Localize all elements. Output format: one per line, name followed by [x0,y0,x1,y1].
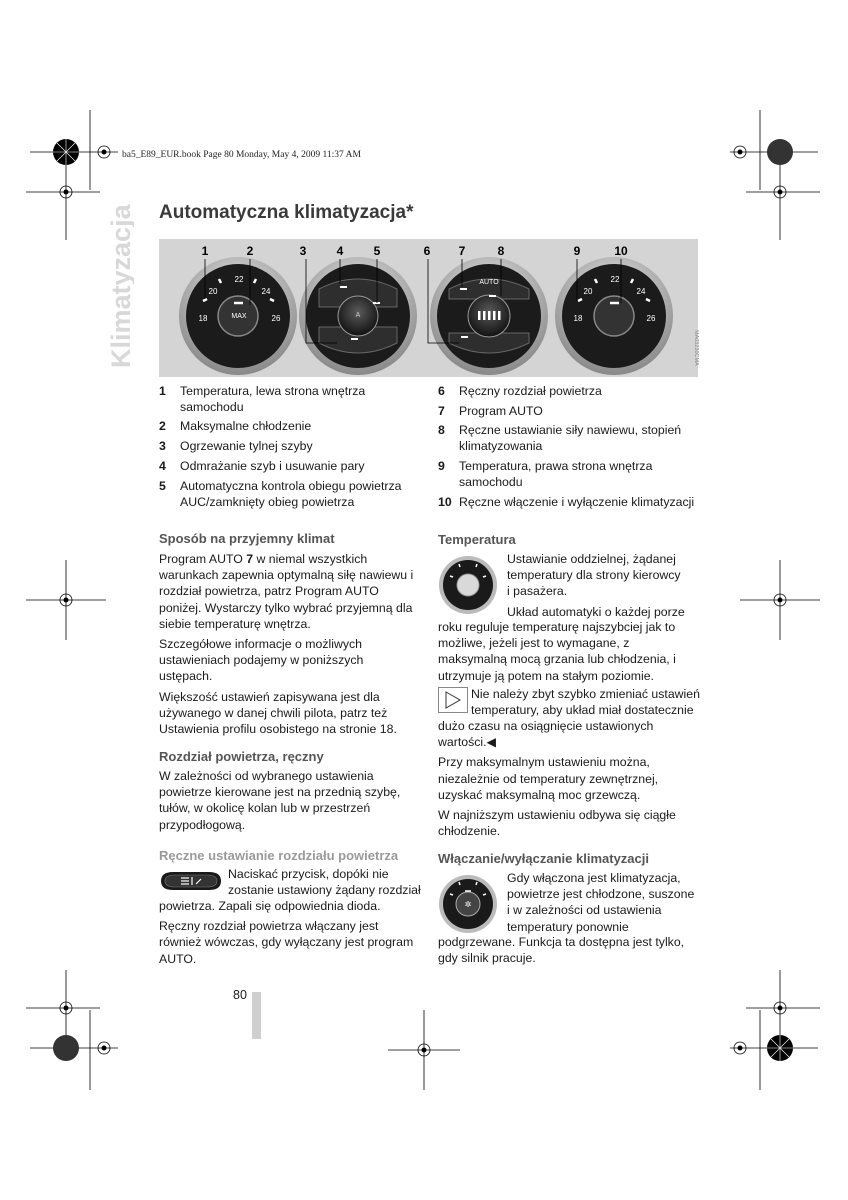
section-heading-manual-distribution: Ręczne ustawianie rozdziału powietrza [159,848,399,863]
svg-text:24: 24 [261,287,271,296]
climate-panel-drawing [159,239,698,377]
legend-item: 7 Program AUTO [438,404,543,418]
svg-text:18: 18 [198,314,208,323]
ac-toggle-lines: Gdy włączona jest klimatyzacja, powietrze jest chłodzone, suszone i w zależności od ustawienia temperatury ponownie [507,871,695,934]
print-header: ba5_E89_EUR.book Page 80 Monday, May 4, 2009 11:37 AM [122,150,361,160]
temperature-intro-lines: Ustawianie oddzielnej, żądanej temperatury dla strony kierowcy i pasażera. Układ automatyki o każdej porze [507,552,685,619]
svg-text:22: 22 [234,275,244,284]
ac-knob-icon [437,872,501,934]
svg-text:7: 7 [458,244,466,258]
svg-text:A: A [355,312,361,319]
svg-text:20: 20 [208,287,218,296]
svg-text:8: 8 [497,244,505,258]
svg-text:Klimatyzacja: Klimatyzacja [106,204,134,368]
temperature-knob-icon [437,554,501,614]
air-distribution-button-icon [159,869,223,893]
legend-item: 6 Ręczny rozdział powietrza [438,384,602,398]
svg-text:4: 4 [336,244,344,258]
page-title: Automatyczna klimatyzacja* [159,202,414,223]
legend-item: 2 Maksymalne chłodzenie [159,419,312,433]
temperature-note-body: dużo czasu na osiągnięcie ustawionych wartości.◀ Przy maksymalnym ustawieniu można, niezależnie od temperatury zewnętrznej, uzyskać maksymalną moc grzewczą. W najniższym ustawieniu odbywa się ciągłe chłodzenie. [438,719,676,839]
page-number: 80 [233,988,247,1002]
svg-text:5: 5 [373,244,381,258]
svg-text:24: 24 [636,287,646,296]
legend-item: 3 Ogrzewanie tylnej szyby [159,439,313,453]
svg-text:18: 18 [573,314,583,323]
svg-text:26: 26 [271,314,281,323]
svg-text:10: 10 [614,244,628,258]
legend-item: 10 Ręczne włączenie i wyłączenie klimatyzacji [438,495,695,509]
image-code: MA03230CMA [693,330,699,366]
temperature-note-lines: Nie należy zbyt szybko zmieniać ustawień temperatury, aby układ miał dostatecznie [471,687,700,718]
section-heading-air-distribution: Rozdział powietrza, ręczny [159,749,324,764]
legend-item: 9 Temperatura, prawa strona wnętrza samochodu [438,459,653,489]
svg-text:AUTO: AUTO [479,279,499,286]
climate-panel-illustration [159,239,698,377]
svg-text:✲: ✲ [464,900,472,909]
svg-text:9: 9 [573,244,581,258]
section-body-manual-distribution-lines: Naciskać przycisk, dopóki nie zostanie ustawiony żądany rozdział [228,867,421,898]
side-tab-label [104,204,134,370]
svg-text:MAX: MAX [231,313,247,320]
svg-text:3: 3 [299,244,307,258]
end-marker: ◀ [486,735,496,750]
section-body-manual-distribution: powietrza. Zapali się odpowiednia dioda. Ręczny rozdział powietrza włączany jest również wówczas, gdy wyłączany jest program AUTO. [159,899,414,966]
section-heading-comfort: Sposób na przyjemny klimat [159,531,335,546]
temperature-body: roku reguluje temperaturę najszybciej jak to możliwe, jeżeli jest to wymagane, z maksymalną mocą grzania lub chłodzenia, i utrzymuje ją potem na stałym poziomie. [438,620,676,683]
svg-text:1: 1 [201,244,209,258]
legend-item: 5 Automatyczna kontrola obiegu powietrza AUC/zamknięty obieg powietrza [159,479,402,509]
svg-text:6: 6 [423,244,431,258]
section-body-air-distribution: W zależności od wybranego ustawienia powietrze kierowane jest na przednią szybę, tułów, w okolicę kolan lub w przestrzeń przypodłogową. [159,769,401,832]
svg-text:20: 20 [583,287,593,296]
svg-text:26: 26 [646,314,656,323]
legend-item: 8 Ręczne ustawianie siły nawiewu, stopień klimatyzowania [438,423,682,453]
svg-text:22: 22 [610,275,620,284]
legend-item: 4 Odmrażanie szyb i usuwanie pary [159,459,365,473]
note-triangle-icon [438,687,468,713]
ac-toggle-body: podgrzewane. Funkcja ta dostępna jest tylko, gdy silnik pracuje. [438,935,685,966]
section-heading-temperature: Temperatura [438,532,516,547]
page-number-bar [252,992,261,1039]
section-heading-ac-toggle: Włączanie/wyłączanie klimatyzacji [438,851,649,866]
legend-item: 1 Temperatura, lewa strona wnętrza samochodu [159,384,366,414]
svg-text:2: 2 [246,244,254,258]
section-body-comfort: Program AUTO 7 w niemal wszystkich warunkach zapewnia optymalną siłę nawiewu i rozdział powietrza, patrz Program AUTO poniżej. Wystarczy tylko wybrać przyjemną dla siebie temperaturę wnętrza. Szczegółowe informacje o możliwych ustawieniach podajemy w poniższych ustępach. Większość ustawień zapisywana jest dla używanego w danej chwili pilota, patrz też Ustawienia profilu osobistego na stronie 18. [159,552,414,737]
